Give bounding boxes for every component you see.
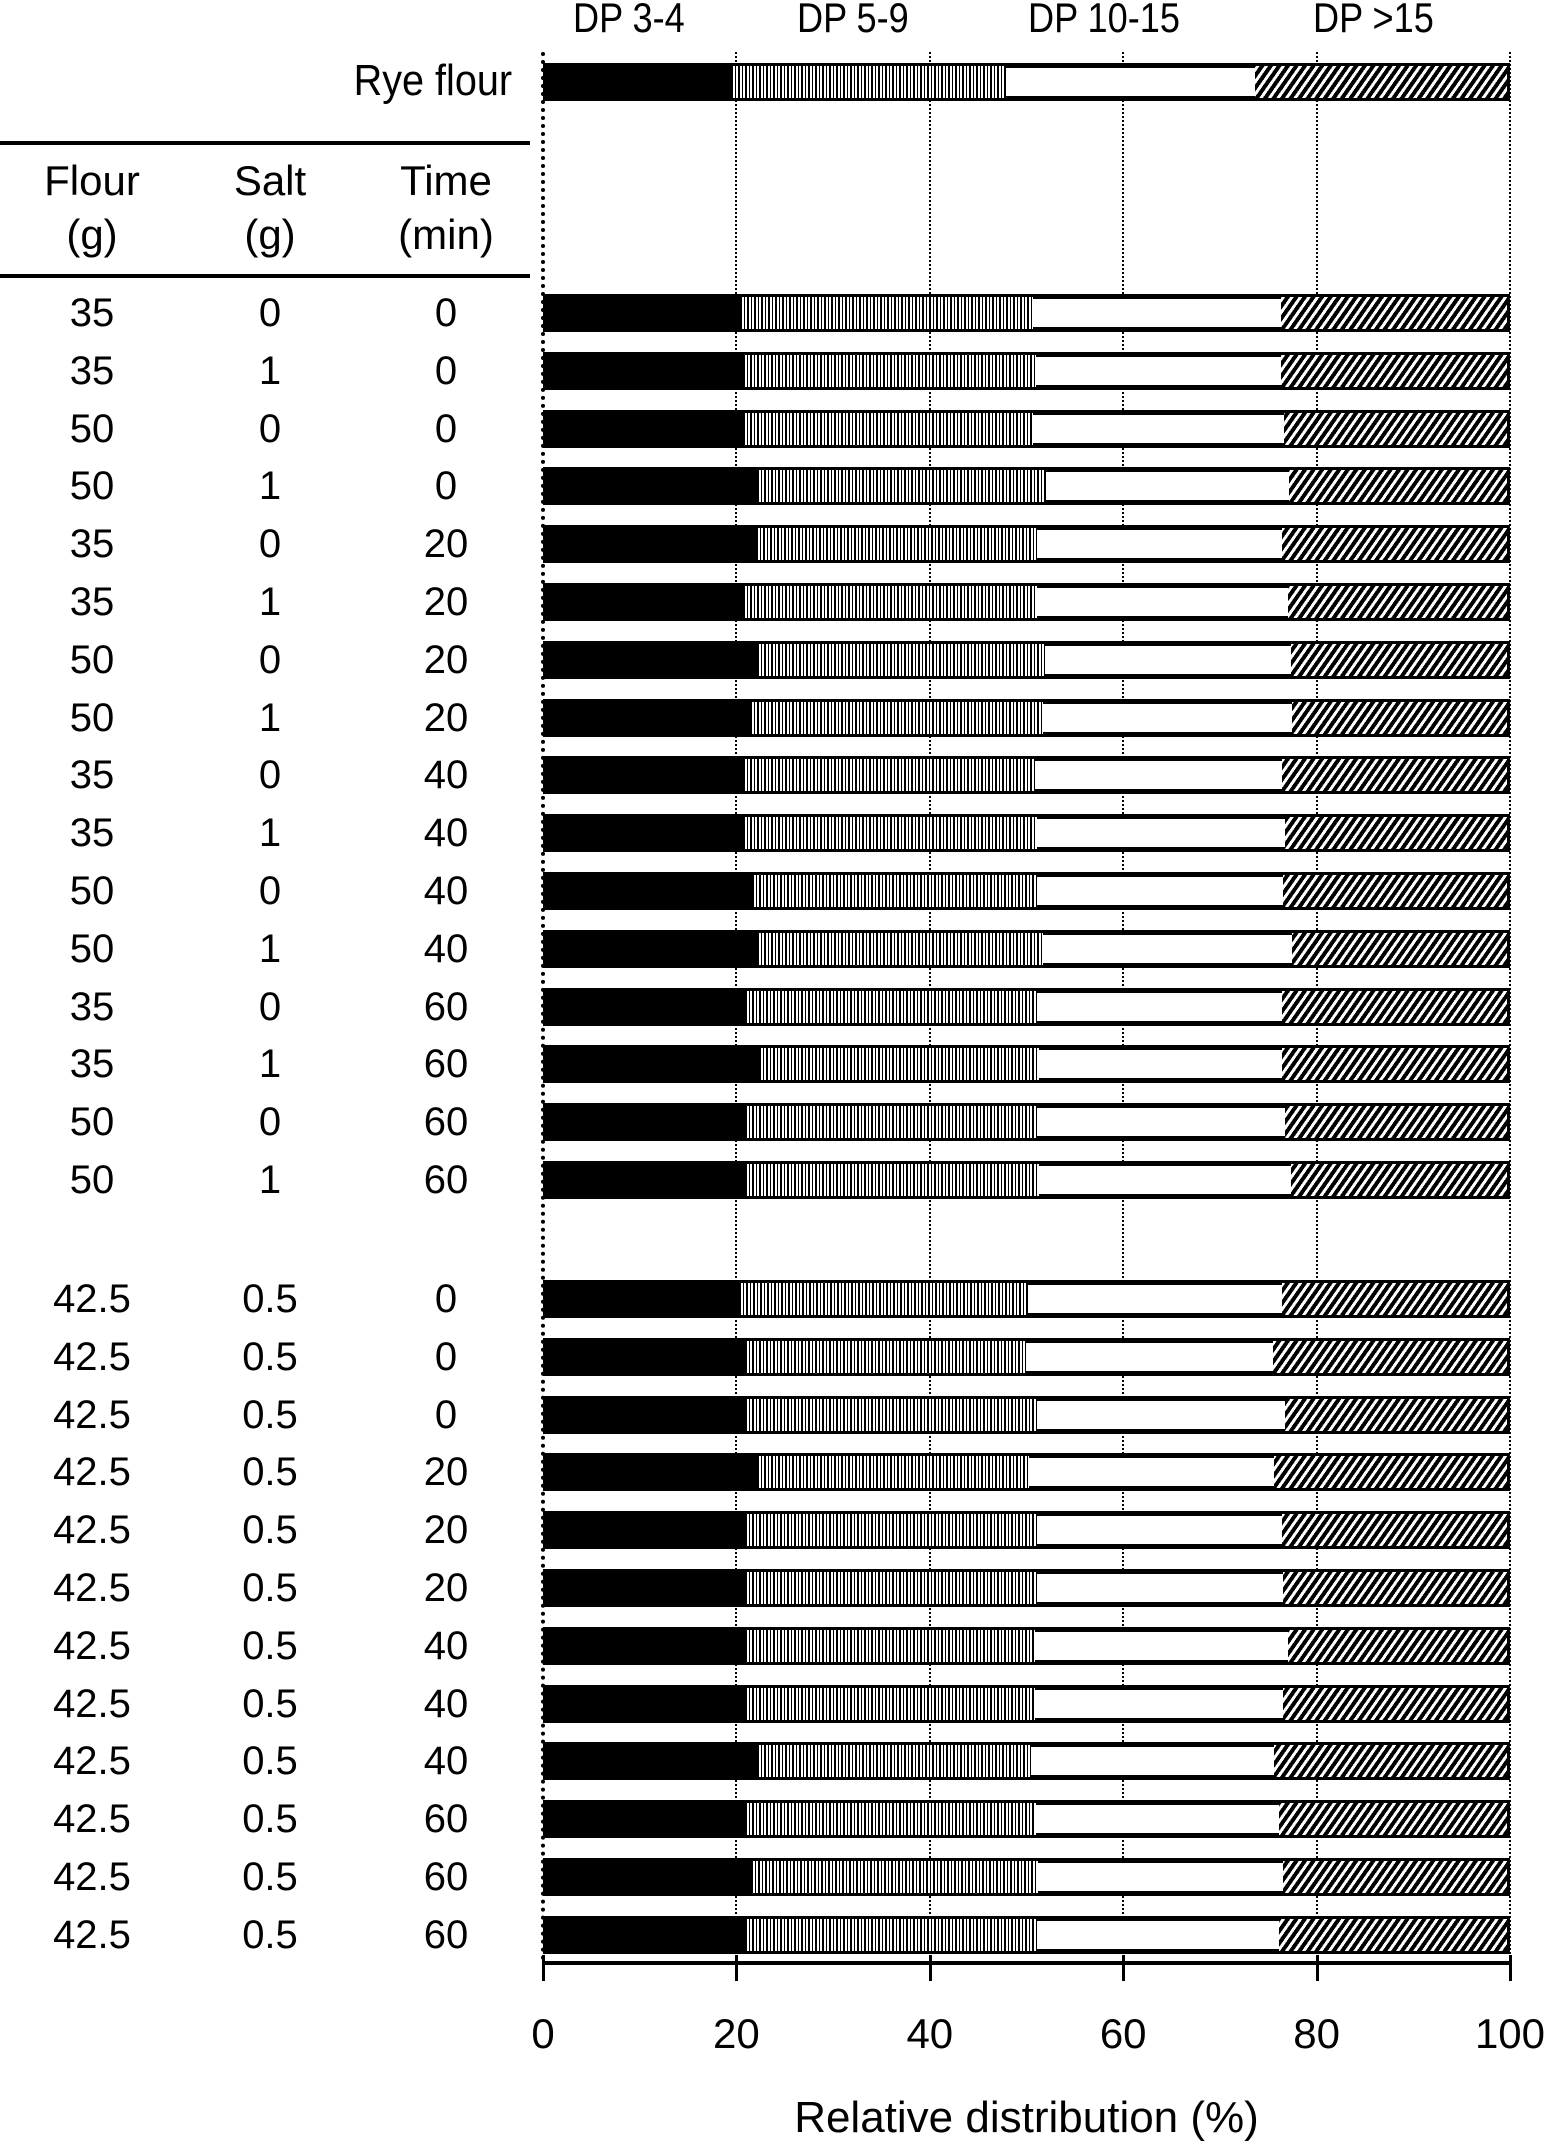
segment-dp-5-9 — [740, 297, 1033, 329]
header-salt-line1: Salt — [233, 157, 307, 204]
segment-dp-5-9 — [745, 1164, 1039, 1196]
bar-center-point-row — [543, 1627, 1510, 1665]
segment-dp-3-4 — [546, 1341, 745, 1373]
segment-dp-10-15 — [1037, 528, 1282, 560]
cell-time: 60 — [423, 1158, 469, 1202]
bar-center-point-row — [543, 1338, 1510, 1376]
cell-salt: 0.5 — [242, 1508, 298, 1552]
segment-dp-10-15 — [1033, 297, 1281, 329]
segment-dp-10-15 — [1037, 875, 1283, 907]
segment-dp-10-15 — [1028, 1283, 1282, 1315]
segment-dp-gt-15 — [1289, 470, 1507, 502]
segment-dp-10-15 — [1006, 66, 1255, 98]
cell-time: 0 — [434, 349, 458, 393]
cell-salt: 0 — [258, 407, 282, 451]
cell-flour: 42.5 — [53, 1739, 131, 1783]
cell-flour: 35 — [69, 811, 115, 855]
segment-dp-3-4 — [546, 702, 750, 734]
cell-time: 20 — [423, 638, 469, 682]
cell-salt: 1 — [258, 1158, 282, 1202]
cell-flour: 42.5 — [53, 1508, 131, 1552]
segment-dp-10-15 — [1037, 1399, 1285, 1431]
segment-dp-3-4 — [546, 1861, 751, 1893]
x-tick-mark — [1122, 1955, 1125, 1981]
bar-center-point-row — [543, 1800, 1510, 1838]
segment-dp-3-4 — [546, 644, 757, 676]
cell-time: 0 — [434, 1393, 458, 1437]
segment-dp-10-15 — [1045, 644, 1291, 676]
segment-dp-gt-15 — [1285, 1106, 1507, 1138]
segment-dp-gt-15 — [1282, 528, 1507, 560]
cell-salt: 0.5 — [242, 1277, 298, 1321]
segment-dp-gt-15 — [1285, 817, 1507, 849]
segment-dp-gt-15 — [1282, 1283, 1507, 1315]
segment-dp-3-4 — [546, 1399, 745, 1431]
segment-dp-5-9 — [759, 1048, 1039, 1080]
segment-dp-5-9 — [750, 702, 1043, 734]
segment-dp-3-4 — [546, 1514, 745, 1546]
segment-dp-gt-15 — [1284, 413, 1507, 445]
cell-salt: 0.5 — [242, 1855, 298, 1899]
segment-dp-10-15 — [1037, 1514, 1282, 1546]
cell-salt: 1 — [258, 349, 282, 393]
cell-time: 20 — [423, 580, 469, 624]
bar-factorial-row — [543, 699, 1510, 737]
cell-time: 20 — [423, 1450, 469, 1494]
cell-flour: 35 — [69, 985, 115, 1029]
bar-center-point-row — [543, 1742, 1510, 1780]
bar-factorial-row — [543, 583, 1510, 621]
segment-dp-3-4 — [546, 1630, 745, 1662]
segment-dp-10-15 — [1033, 413, 1284, 445]
segment-dp-10-15 — [1038, 1861, 1283, 1893]
cell-time: 60 — [423, 1913, 469, 1957]
cell-flour: 35 — [69, 580, 115, 624]
cell-flour: 42.5 — [53, 1335, 131, 1379]
cell-time: 40 — [423, 927, 469, 971]
segment-dp-10-15 — [1043, 933, 1292, 965]
segment-dp-5-9 — [752, 875, 1037, 907]
segment-dp-gt-15 — [1281, 355, 1507, 387]
segment-dp-10-15 — [1037, 991, 1282, 1023]
cell-time: 40 — [423, 1739, 469, 1783]
bar-factorial-row — [543, 525, 1510, 563]
segment-dp-3-4 — [546, 355, 743, 387]
cell-flour: 42.5 — [53, 1913, 131, 1957]
segment-dp-3-4 — [546, 933, 757, 965]
bar-factorial-row — [543, 1103, 1510, 1141]
segment-dp-5-9 — [757, 1745, 1031, 1777]
segment-dp-gt-15 — [1274, 1745, 1507, 1777]
header-time-line1: Time — [400, 157, 492, 204]
cell-time: 0 — [434, 1277, 458, 1321]
table-top-rule — [0, 141, 530, 145]
cell-salt: 1 — [258, 927, 282, 971]
cell-salt: 1 — [258, 580, 282, 624]
segment-dp-3-4 — [546, 1283, 739, 1315]
segment-dp-5-9 — [745, 1919, 1037, 1951]
segment-dp-3-4 — [546, 875, 752, 907]
cell-flour: 42.5 — [53, 1797, 131, 1841]
cell-time: 20 — [423, 1566, 469, 1610]
segment-dp-5-9 — [757, 470, 1045, 502]
segment-dp-gt-15 — [1281, 297, 1507, 329]
segment-dp-5-9 — [745, 1399, 1037, 1431]
x-tick-mark — [1509, 1955, 1512, 1981]
header-salt — [185, 154, 355, 262]
cell-flour: 50 — [69, 927, 115, 971]
header-time — [361, 154, 531, 262]
x-tick-label: 80 — [1293, 2010, 1340, 2057]
x-tick-mark — [735, 1955, 738, 1981]
cell-time: 40 — [423, 1682, 469, 1726]
bar-center-point-row — [543, 1569, 1510, 1607]
bar-center-point-row — [543, 1916, 1510, 1954]
segment-dp-10-15 — [1046, 470, 1289, 502]
cell-flour: 50 — [69, 638, 115, 682]
segment-dp-10-15 — [1037, 1572, 1283, 1604]
segment-dp-10-15 — [1031, 1745, 1274, 1777]
segment-dp-5-9 — [745, 1803, 1036, 1835]
segment-dp-gt-15 — [1282, 759, 1507, 791]
x-tick-mark — [929, 1955, 932, 1981]
cell-flour: 42.5 — [53, 1682, 131, 1726]
segment-dp-10-15 — [1036, 355, 1281, 387]
bar-factorial-row — [543, 352, 1510, 390]
segment-dp-gt-15 — [1292, 702, 1507, 734]
segment-dp-5-9 — [757, 933, 1042, 965]
cell-flour: 50 — [69, 464, 115, 508]
segment-dp-10-15 — [1037, 817, 1285, 849]
cell-flour: 42.5 — [53, 1566, 131, 1610]
cell-time: 60 — [423, 1797, 469, 1841]
segment-dp-gt-15 — [1273, 1341, 1507, 1373]
segment-dp-gt-15 — [1255, 66, 1507, 98]
segment-dp-10-15 — [1039, 1048, 1282, 1080]
segment-dp-gt-15 — [1282, 1048, 1507, 1080]
segment-dp-gt-15 — [1291, 1164, 1507, 1196]
x-axis-label: Relative distribution (%) — [794, 2093, 1259, 2142]
segment-dp-3-4 — [546, 1456, 757, 1488]
segment-dp-gt-15 — [1282, 1514, 1507, 1546]
cell-time: 0 — [434, 464, 458, 508]
segment-dp-5-9 — [745, 1341, 1027, 1373]
cell-flour: 42.5 — [53, 1450, 131, 1494]
segment-dp-5-9 — [757, 1456, 1029, 1488]
cell-time: 0 — [434, 407, 458, 451]
segment-dp-10-15 — [1039, 1164, 1291, 1196]
x-tick-mark — [1316, 1955, 1319, 1981]
segment-dp-gt-15 — [1274, 1456, 1507, 1488]
cell-time: 20 — [423, 696, 469, 740]
segment-dp-3-4 — [546, 1048, 759, 1080]
segment-dp-5-9 — [739, 1283, 1028, 1315]
cell-salt: 0 — [258, 869, 282, 913]
segment-dp-5-9 — [745, 1106, 1037, 1138]
bar-factorial-row — [543, 641, 1510, 679]
cell-salt: 0.5 — [242, 1393, 298, 1437]
cell-flour: 35 — [69, 753, 115, 797]
cell-time: 40 — [423, 753, 469, 797]
header-flour — [7, 154, 177, 262]
cell-salt: 0.5 — [242, 1335, 298, 1379]
segment-dp-3-4 — [546, 1164, 745, 1196]
segment-dp-10-15 — [1037, 1919, 1279, 1951]
legend-dp1015: DP 10-15 — [1028, 0, 1180, 41]
cell-flour: 35 — [69, 291, 115, 335]
bar-center-point-row — [543, 1685, 1510, 1723]
segment-dp-5-9 — [751, 1861, 1038, 1893]
segment-dp-5-9 — [743, 586, 1037, 618]
segment-dp-gt-15 — [1279, 1919, 1507, 1951]
bar-center-point-row — [543, 1396, 1510, 1434]
segment-dp-10-15 — [1029, 1456, 1274, 1488]
segment-dp-gt-15 — [1283, 1572, 1507, 1604]
cell-time: 40 — [423, 869, 469, 913]
segment-dp-3-4 — [546, 1572, 745, 1604]
cell-salt: 0.5 — [242, 1566, 298, 1610]
segment-dp-gt-15 — [1283, 1861, 1507, 1893]
segment-dp-10-15 — [1035, 1688, 1283, 1720]
bar-center-point-row — [543, 1858, 1510, 1896]
segment-dp-5-9 — [731, 66, 1007, 98]
bar-factorial-row — [543, 988, 1510, 1026]
cell-salt: 1 — [258, 696, 282, 740]
cell-salt: 1 — [258, 1042, 282, 1086]
cell-flour: 50 — [69, 869, 115, 913]
bar-factorial-row — [543, 814, 1510, 852]
segment-dp-gt-15 — [1291, 644, 1507, 676]
cell-time: 0 — [434, 291, 458, 335]
x-axis-line — [543, 1961, 1510, 1965]
cell-flour: 42.5 — [53, 1393, 131, 1437]
cell-salt: 0 — [258, 1100, 282, 1144]
cell-flour: 50 — [69, 696, 115, 740]
x-tick-mark — [542, 1955, 545, 1981]
bar-factorial-row — [543, 930, 1510, 968]
segment-dp-5-9 — [743, 759, 1035, 791]
segment-dp-10-15 — [1036, 1803, 1279, 1835]
cell-flour: 50 — [69, 407, 115, 451]
segment-dp-3-4 — [546, 528, 756, 560]
segment-dp-3-4 — [546, 1745, 757, 1777]
segment-dp-gt-15 — [1279, 1803, 1507, 1835]
cell-flour: 35 — [69, 349, 115, 393]
segment-dp-3-4 — [546, 1803, 745, 1835]
cell-flour: 50 — [69, 1158, 115, 1202]
segment-dp-gt-15 — [1292, 933, 1507, 965]
segment-dp-5-9 — [745, 1688, 1035, 1720]
header-salt-line2: (g) — [244, 211, 296, 258]
cell-flour: 42.5 — [53, 1277, 131, 1321]
x-tick-label: 40 — [906, 2010, 954, 2057]
segment-dp-gt-15 — [1285, 1399, 1507, 1431]
segment-dp-3-4 — [546, 297, 740, 329]
cell-salt: 0.5 — [242, 1450, 298, 1494]
x-tick-label: 100 — [1474, 2010, 1546, 2057]
bar-center-point-row — [543, 1280, 1510, 1318]
segment-dp-3-4 — [546, 759, 743, 791]
rye-flour-label: Rye flour — [353, 56, 512, 105]
segment-dp-3-4 — [546, 1106, 745, 1138]
segment-dp-10-15 — [1043, 702, 1292, 734]
cell-time: 60 — [423, 1042, 469, 1086]
segment-dp-5-9 — [743, 413, 1033, 445]
header-flour-line1: Flour — [44, 157, 140, 204]
bar-factorial-row — [543, 467, 1510, 505]
cell-salt: 0.5 — [242, 1913, 298, 1957]
segment-dp-gt-15 — [1283, 1688, 1507, 1720]
bar-factorial-row — [543, 294, 1510, 332]
cell-time: 20 — [423, 522, 469, 566]
segment-dp-5-9 — [756, 528, 1037, 560]
cell-flour: 35 — [69, 1042, 115, 1086]
legend-dpgt15: DP >15 — [1313, 0, 1434, 41]
cell-salt: 0.5 — [242, 1624, 298, 1668]
bar-factorial-row — [543, 1161, 1510, 1199]
segment-dp-gt-15 — [1283, 875, 1507, 907]
x-tick-label: 0 — [531, 2010, 555, 2057]
segment-dp-3-4 — [546, 1688, 745, 1720]
cell-flour: 42.5 — [53, 1855, 131, 1899]
segment-dp-3-4 — [546, 470, 757, 502]
bar-factorial-row — [543, 1045, 1510, 1083]
cell-salt: 0 — [258, 753, 282, 797]
segment-dp-gt-15 — [1282, 991, 1507, 1023]
x-tick-label: 60 — [1099, 2010, 1147, 2057]
x-tick-label: 20 — [713, 2010, 760, 2057]
segment-dp-5-9 — [745, 1630, 1035, 1662]
segment-dp-3-4 — [546, 991, 745, 1023]
cell-flour: 50 — [69, 1100, 115, 1144]
cell-time: 0 — [434, 1335, 458, 1379]
segment-dp-10-15 — [1035, 759, 1282, 791]
cell-time: 40 — [423, 1624, 469, 1668]
header-time-line2: (min) — [398, 211, 494, 258]
segment-dp-5-9 — [757, 644, 1044, 676]
cell-time: 60 — [423, 985, 469, 1029]
cell-salt: 0.5 — [242, 1682, 298, 1726]
segment-dp-3-4 — [546, 1919, 745, 1951]
segment-dp-10-15 — [1037, 1106, 1285, 1138]
cell-time: 60 — [423, 1100, 469, 1144]
table-header-bottom-rule — [0, 274, 530, 278]
cell-salt: 0 — [258, 638, 282, 682]
segment-dp-3-4 — [546, 66, 731, 98]
cell-salt: 1 — [258, 811, 282, 855]
segment-dp-3-4 — [546, 586, 743, 618]
cell-salt: 0 — [258, 522, 282, 566]
cell-time: 60 — [423, 1855, 469, 1899]
legend-dp59: DP 5-9 — [797, 0, 909, 41]
bar-rye-flour — [543, 63, 1510, 101]
bar-center-point-row — [543, 1511, 1510, 1549]
cell-time: 40 — [423, 811, 469, 855]
segment-dp-gt-15 — [1288, 586, 1507, 618]
segment-dp-10-15 — [1026, 1341, 1273, 1373]
cell-salt: 1 — [258, 464, 282, 508]
segment-dp-gt-15 — [1288, 1630, 1507, 1662]
cell-salt: 0.5 — [242, 1739, 298, 1783]
cell-salt: 0.5 — [242, 1797, 298, 1841]
cell-salt: 0 — [258, 985, 282, 1029]
segment-dp-5-9 — [745, 1514, 1037, 1546]
bar-factorial-row — [543, 410, 1510, 448]
cell-salt: 0 — [258, 291, 282, 335]
bar-factorial-row — [543, 756, 1510, 794]
legend-dp34: DP 3-4 — [573, 0, 685, 41]
segment-dp-5-9 — [743, 355, 1036, 387]
segment-dp-3-4 — [546, 817, 743, 849]
cell-time: 20 — [423, 1508, 469, 1552]
bar-center-point-row — [543, 1453, 1510, 1491]
segment-dp-5-9 — [743, 817, 1037, 849]
cell-flour: 35 — [69, 522, 115, 566]
cell-flour: 42.5 — [53, 1624, 131, 1668]
header-flour-line2: (g) — [66, 211, 118, 258]
segment-dp-3-4 — [546, 413, 743, 445]
segment-dp-10-15 — [1035, 1630, 1288, 1662]
segment-dp-5-9 — [745, 991, 1037, 1023]
segment-dp-5-9 — [745, 1572, 1037, 1604]
segment-dp-10-15 — [1037, 586, 1288, 618]
bar-factorial-row — [543, 872, 1510, 910]
